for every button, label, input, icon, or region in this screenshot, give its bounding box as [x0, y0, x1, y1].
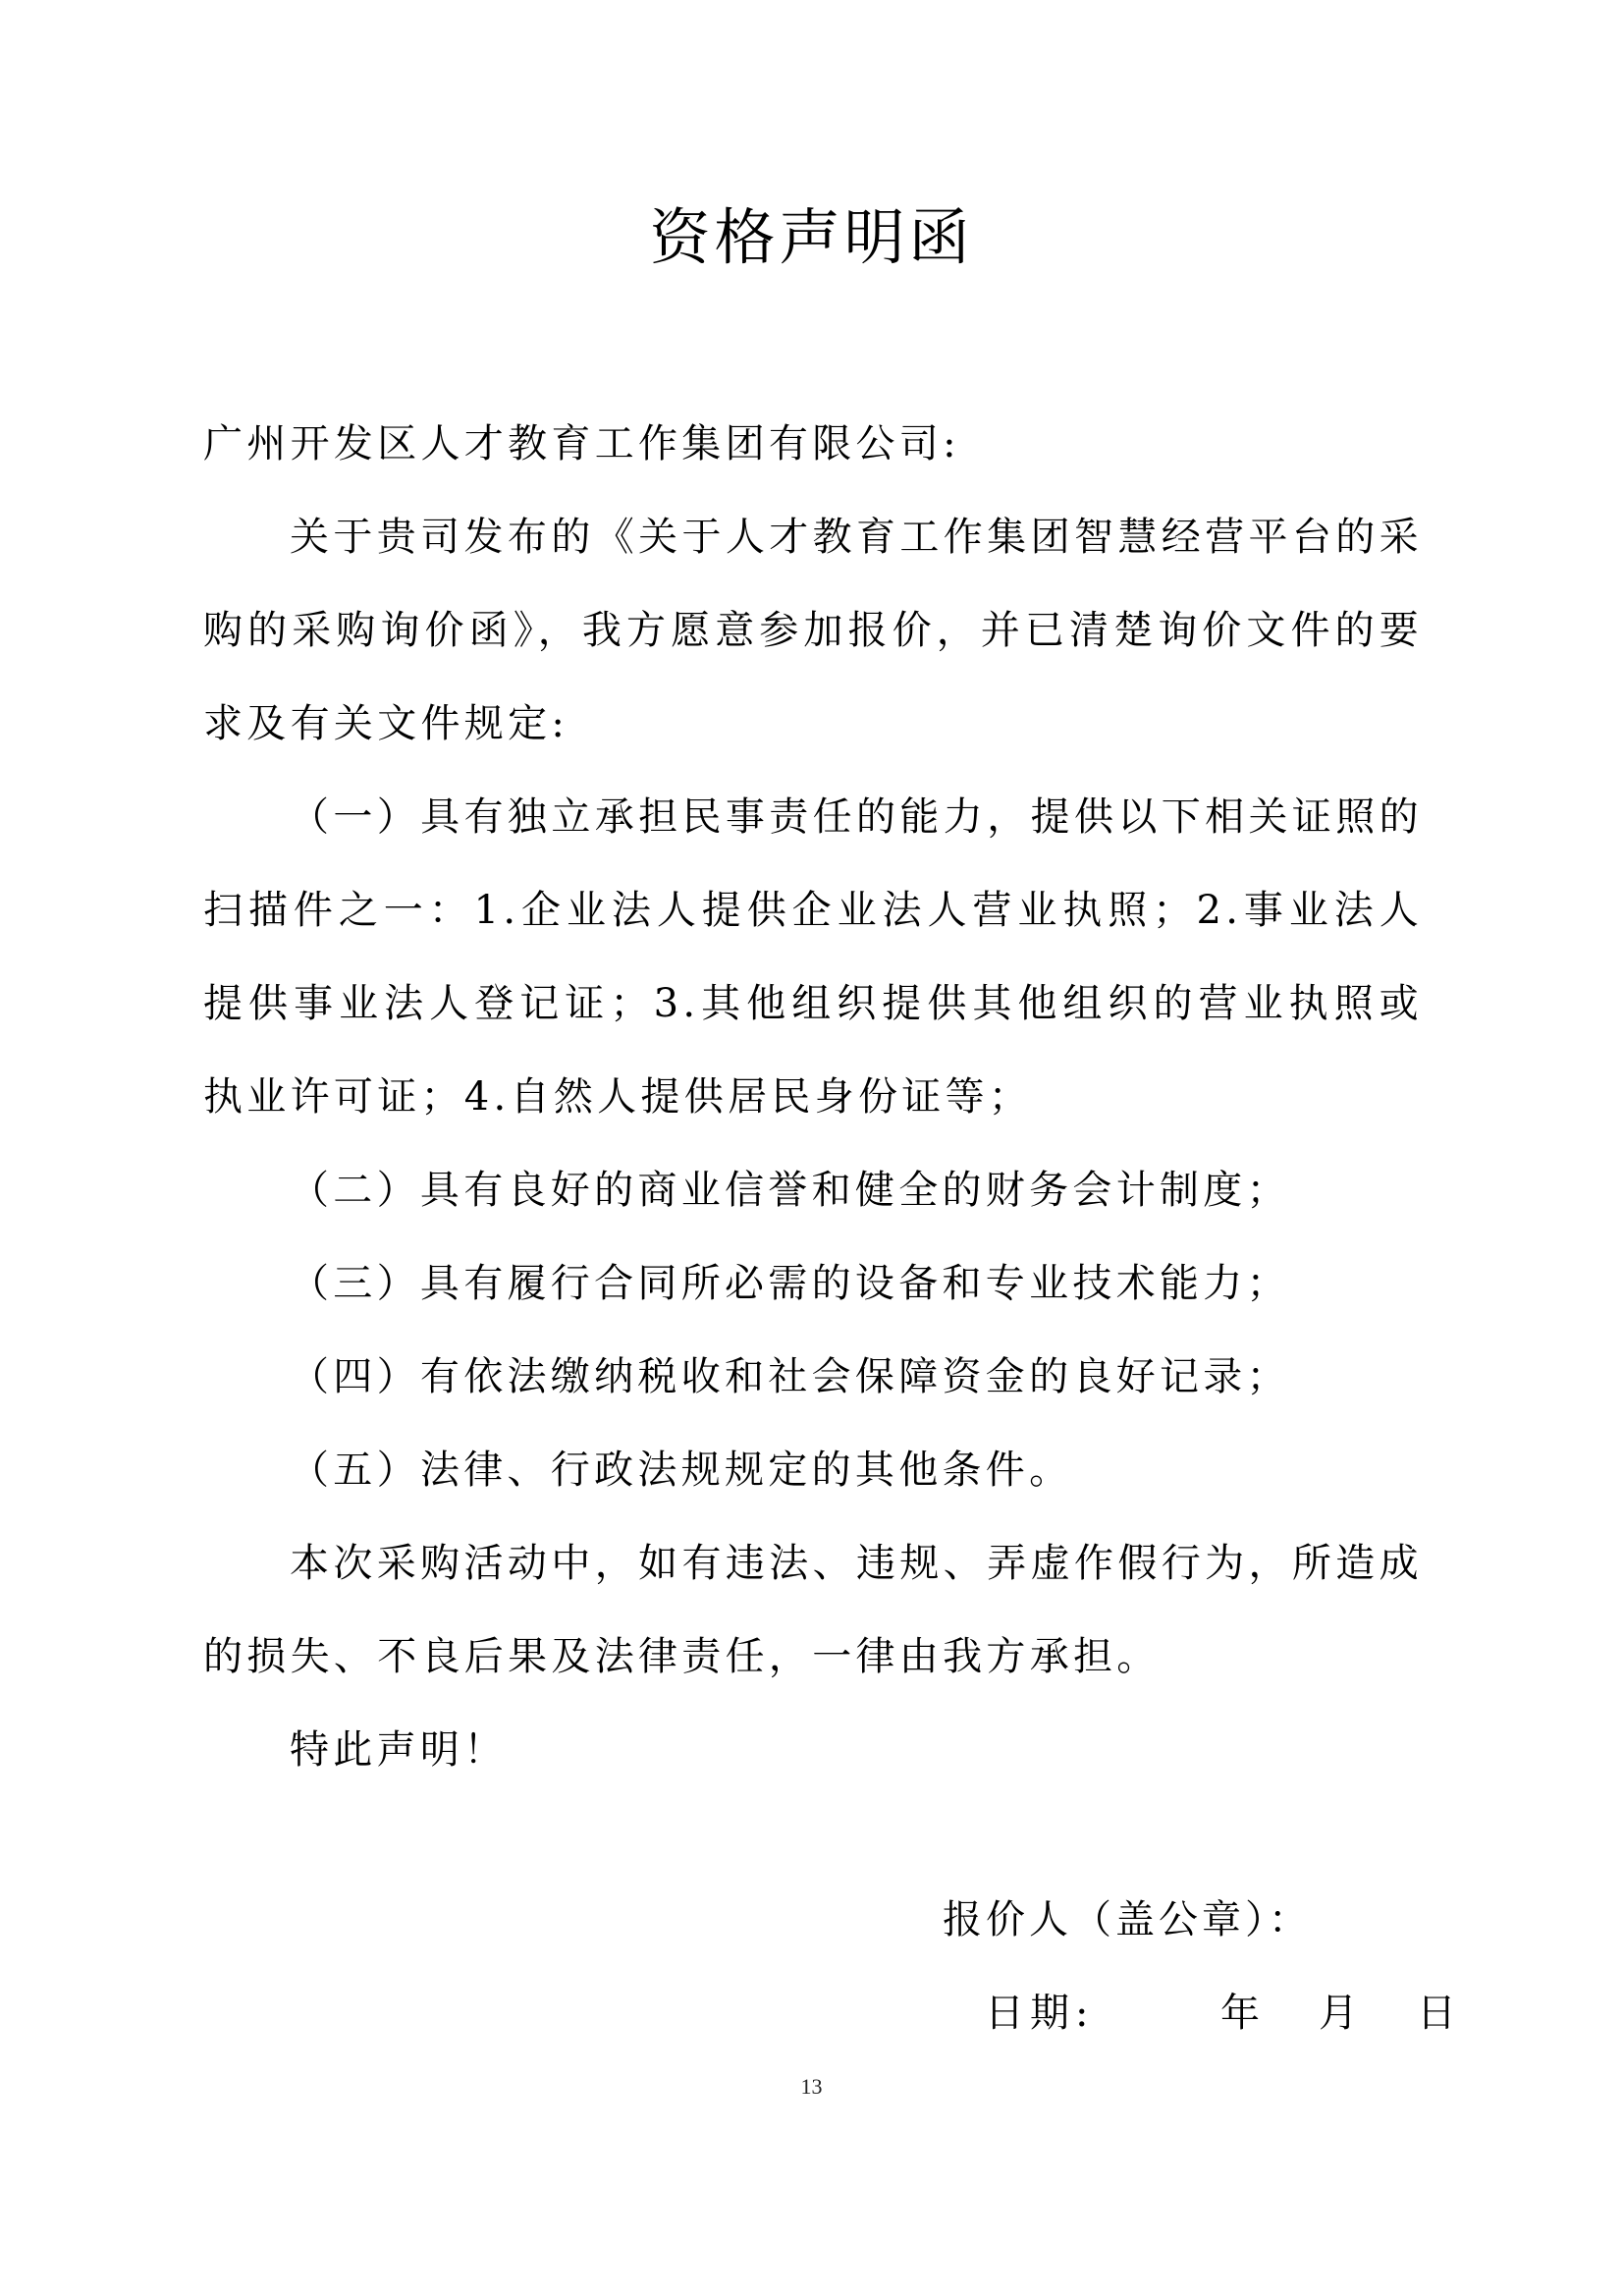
page-number: 13 [800, 2074, 823, 2099]
document-body [203, 398, 1423, 1797]
intro-paragraph: 关于贵司发布的《关于人才教育工作集团智慧经营平台的采购的采购询价函》，我方愿意参加报价，并已清楚询价文件的要求及有关文件规定: [203, 515, 1423, 746]
closing-statement: 特此声明！ [290, 1727, 508, 1773]
bidder-seal-label: 报价人（盖公章）： [943, 1897, 1312, 1942]
qualification-item-4: （四）有依法缴纳税收和社会保障资金的良好记录； [290, 1354, 1290, 1399]
liability-paragraph: 本次采购活动中，如有违法、违规、弄虚作假行为，所造成的损失、不良后果及法律责任，一律由我方承担。 [203, 1541, 1423, 1679]
qualification-item-3: （三）具有履行合同所必需的设备和专业技术能力； [290, 1261, 1290, 1306]
qualification-item-1: （一）具有独立承担民事责任的能力，提供以下相关证照的扫描件之一：1.企业法人提供企业法人营业执照；2.事业法人提供事业法人登记证；3.其他组织提供其他组织的营业执照或执业许可证；4.自然人提供居民身份证等； [203, 794, 1423, 1120]
date-year-label: 年 [1220, 1991, 1260, 2036]
qualification-item-5: （五）法律、行政法规规定的其他条件。 [290, 1448, 1073, 1493]
addressee: 广州开发区人才教育工作集团有限公司: [203, 421, 960, 466]
date-label: 日期: [985, 1991, 1095, 2036]
qualification-item-2: （二）具有良好的商业信誉和健全的财务会计制度； [290, 1168, 1290, 1213]
document-title: 资格声明函 [649, 200, 974, 273]
date-line [985, 1984, 1456, 2043]
date-month-label: 月 [1319, 1991, 1358, 2036]
date-day-label: 日 [1417, 1991, 1456, 2036]
